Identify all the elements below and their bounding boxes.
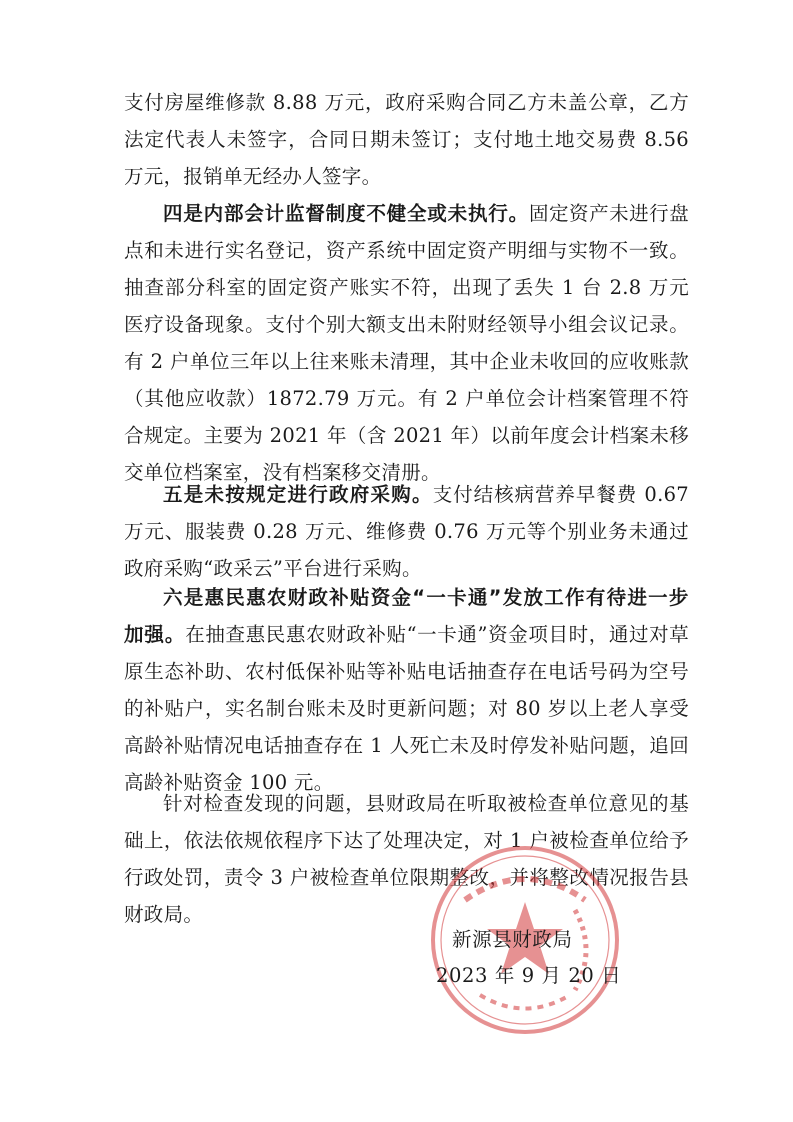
paragraph-body: 支付结核病营养早餐费 0.67 万元、服装费 0.28 万元、维修费 0.76 万元等个别业务未通过政府采购“政采云”平台进行采购。 (124, 483, 689, 580)
paragraph-government-procurement (124, 476, 689, 587)
paragraph-heading: 六是惠民惠农财政补贴资金“一卡通”发放工作有待进一步加强。 (124, 586, 689, 646)
paragraph-text: 支付房屋维修款 8.88 万元，政府采购合同乙方未盖公章，乙方法定代表人未签字，合同日期未签订；支付地土地交易费 8.56 万元，报销单无经办人签字。 (124, 91, 689, 188)
paragraph-heading: 五是未按规定进行政府采购。 (163, 483, 433, 506)
paragraph-body: 固定资产未进行盘点和未进行实名登记，资产系统中固定资产明细与实物不一致。抽查部分科室的固定资产账实不符，出现了丢失 1 台 2.8 万元医疗设备现象。支付个别大额支出未附财经领导小组会议记录。有 2 户单位三年以上往来账未清理，其中企业未收回的应收账款（其他应收款）1872.79 万元。有 2 户单位会计档案管理不符合规定。主要为 2021 年（含 2021 年）以前年度会计档案未移交单位档案室，没有档案移交清册。 (124, 202, 689, 484)
paragraph-subsidy-card (124, 579, 689, 801)
paragraph-body: 在抽查惠民惠农财政补贴“一卡通”资金项目时，通过对草原生态补助、农村低保补贴等补贴电话抽查存在电话号码为空号的补贴户，实名制台账未及时更新问题；对 80 岁以上老人享受高龄补贴情况电话抽查存在 1 人死亡未及时停发补贴问题，追回高龄补贴资金 100 元。 (124, 623, 689, 794)
paragraph-text: 针对检查发现的问题，县财政局在听取被检查单位意见的基础上，依法依规依程序下达了处理决定，对 1 户被检查单位给予行政处罚，责令 3 户被检查单位限期整改，并将整改情况报告县财政局。 (124, 792, 689, 926)
seal-bottom-mark (480, 995, 570, 1009)
paragraph-continued (124, 84, 689, 195)
seal-arc-text-mark (465, 879, 585, 900)
paragraph-accounting-supervision (124, 195, 689, 491)
signature-date: 2023 年 9 月 20 日 (436, 964, 622, 987)
signature-organization: 新源县财政局 (452, 928, 573, 951)
paragraph-heading: 四是内部会计监督制度不健全或未执行。 (163, 202, 529, 225)
